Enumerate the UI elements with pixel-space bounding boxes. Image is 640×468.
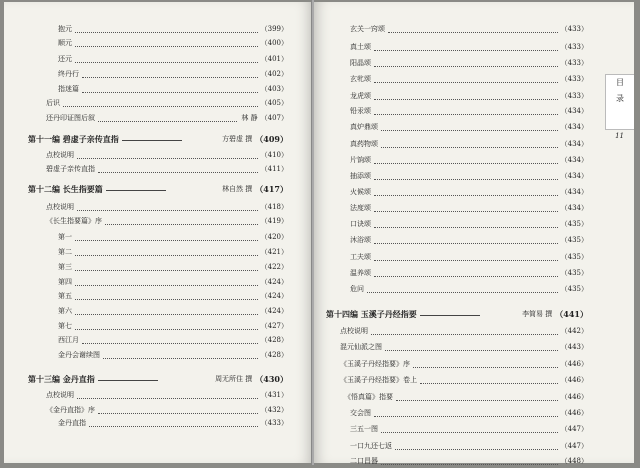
toc-entry bbox=[350, 233, 588, 247]
entry-title: 后识 bbox=[46, 99, 60, 107]
leader-dots bbox=[98, 107, 237, 122]
leader-dots bbox=[374, 402, 558, 417]
entry-title: 火候颂 bbox=[350, 188, 371, 196]
page-number: （424） bbox=[260, 278, 288, 286]
page-number: （435） bbox=[560, 285, 588, 293]
entry-title: 口诀颂 bbox=[350, 220, 371, 228]
entry-title: 《玉溪子丹经指要》序 bbox=[340, 360, 410, 368]
section-heading bbox=[326, 307, 588, 321]
tab-label-bottom: 录 bbox=[616, 94, 624, 103]
entry-title: 《长生指要篇》序 bbox=[46, 217, 102, 225]
page-number: （433） bbox=[260, 419, 288, 427]
entry-title: 三五一图 bbox=[350, 425, 378, 433]
leader-dots bbox=[374, 213, 558, 228]
entry-title: 第五 bbox=[58, 292, 72, 300]
toc-entry bbox=[340, 340, 588, 354]
entry-title: 指迷篇 bbox=[58, 85, 79, 93]
page-number: （411） bbox=[260, 165, 288, 173]
page-number: （434） bbox=[560, 204, 588, 212]
author: 周无所住 撰 bbox=[215, 375, 253, 383]
toc-entry bbox=[350, 282, 588, 296]
entry-title: 阳晶颂 bbox=[350, 59, 371, 67]
entry-title: 第四 bbox=[58, 278, 72, 286]
leader-dots bbox=[374, 149, 558, 164]
entry-title: 危问 bbox=[350, 285, 364, 293]
page-number: （443） bbox=[560, 343, 588, 351]
leader-dots bbox=[75, 271, 258, 286]
leader-dots bbox=[381, 133, 558, 148]
entry-title: 第二 bbox=[58, 248, 72, 256]
page-number: （433） bbox=[560, 75, 588, 83]
entry-title: 还元 bbox=[58, 55, 72, 63]
section-tab bbox=[605, 74, 634, 130]
entry-title: 点校说明 bbox=[340, 327, 368, 335]
entry-title: 《悟真篇》指要 bbox=[344, 393, 393, 401]
leader-dots bbox=[396, 386, 558, 401]
page-number: （433） bbox=[560, 25, 588, 33]
entry-title: 碧虚子亲传直指 bbox=[46, 165, 95, 173]
entry-title: 《金丹直指》序 bbox=[46, 406, 95, 414]
title-rule bbox=[420, 301, 480, 316]
page-number: （433） bbox=[560, 92, 588, 100]
section-title: 第十三编 金丹直指 bbox=[28, 374, 95, 384]
entry-title: 铅汞颂 bbox=[350, 107, 371, 115]
entry-title: 《玉溪子丹经指要》卷上 bbox=[340, 376, 417, 384]
page-number: （434） bbox=[560, 188, 588, 196]
page-number: （428） bbox=[260, 351, 288, 359]
leader-dots bbox=[77, 144, 258, 159]
page-number: （446） bbox=[560, 409, 588, 417]
entry-title: 还丹印证图后叙 bbox=[46, 114, 95, 122]
toc-entry bbox=[46, 162, 288, 176]
leader-dots bbox=[75, 315, 258, 330]
page-number: （402） bbox=[260, 70, 288, 78]
leader-dots bbox=[374, 197, 558, 212]
author: 林自然 撰 bbox=[222, 185, 253, 193]
leader-dots bbox=[82, 78, 258, 93]
leader-dots bbox=[374, 68, 558, 83]
section-title: 第十一编 碧虚子亲传直指 bbox=[28, 134, 119, 144]
leader-dots bbox=[374, 100, 558, 115]
toc-entry bbox=[350, 22, 588, 36]
page-number: （446） bbox=[560, 393, 588, 401]
entry-title: 第三 bbox=[58, 263, 72, 271]
page-number: （405） bbox=[260, 99, 288, 107]
leader-dots bbox=[63, 92, 258, 107]
page-number: （447） bbox=[560, 442, 588, 450]
page-number: （428） bbox=[260, 336, 288, 344]
toc-entry bbox=[350, 120, 588, 134]
entry-title: 温养颂 bbox=[350, 269, 371, 277]
page-number: （418） bbox=[260, 203, 288, 211]
leader-dots bbox=[105, 210, 258, 225]
leader-dots bbox=[98, 158, 258, 173]
entry-title: 玄关一窍颂 bbox=[350, 25, 385, 33]
page-number: （434） bbox=[560, 172, 588, 180]
page-number: （421） bbox=[260, 248, 288, 256]
entry-title: 玄牝颂 bbox=[350, 75, 371, 83]
leader-dots bbox=[75, 285, 258, 300]
leader-dots bbox=[82, 329, 258, 344]
toc-entry bbox=[46, 111, 288, 125]
leader-dots bbox=[420, 369, 558, 384]
section-heading bbox=[28, 182, 288, 196]
toc-entry bbox=[58, 416, 288, 430]
entry-title: 第七 bbox=[58, 322, 72, 330]
author: 方碧虚 撰 bbox=[222, 135, 253, 143]
page-number: （434） bbox=[560, 107, 588, 115]
page-number: （409） bbox=[255, 134, 288, 144]
entry-title: 一口九还七返 bbox=[350, 442, 392, 450]
leader-dots bbox=[103, 344, 258, 359]
page-number: （434） bbox=[560, 156, 588, 164]
leader-dots bbox=[75, 226, 258, 241]
toc-entry bbox=[350, 72, 588, 86]
leader-dots bbox=[82, 63, 258, 78]
page-number: （419） bbox=[260, 217, 288, 225]
page-number: （410） bbox=[260, 151, 288, 159]
leader-dots bbox=[75, 48, 258, 63]
entry-title: 点校说明 bbox=[46, 151, 74, 159]
toc-entry bbox=[350, 454, 588, 468]
tab-label-top: 目 bbox=[616, 78, 624, 87]
entry-title: 第一 bbox=[58, 233, 72, 241]
entry-title: 真炉鼎颂 bbox=[350, 123, 378, 131]
page-number: （401） bbox=[260, 55, 288, 63]
page-number: （424） bbox=[260, 307, 288, 315]
page-number: （433） bbox=[560, 59, 588, 67]
leader-dots bbox=[75, 32, 258, 47]
page-number: （435） bbox=[560, 253, 588, 261]
leader-dots bbox=[395, 435, 558, 450]
page-number: （424） bbox=[260, 292, 288, 300]
section-title: 第十二编 长生指要篇 bbox=[28, 184, 103, 194]
page-number: （434） bbox=[560, 123, 588, 131]
leader-dots bbox=[381, 418, 558, 433]
entry-title: 法度颂 bbox=[350, 204, 371, 212]
leader-dots bbox=[388, 18, 558, 33]
page-number: （417） bbox=[255, 184, 288, 194]
leader-dots bbox=[374, 36, 558, 51]
leader-dots bbox=[367, 278, 558, 293]
leader-dots bbox=[89, 412, 258, 427]
page-number: （422） bbox=[260, 263, 288, 271]
page-number: （434） bbox=[560, 140, 588, 148]
author: 李简易 撰 bbox=[522, 310, 553, 318]
entry-title: 顺元 bbox=[58, 39, 72, 47]
leader-dots bbox=[374, 181, 558, 196]
leader-dots bbox=[374, 165, 558, 180]
leader-dots bbox=[75, 241, 258, 256]
leader-dots bbox=[75, 18, 258, 33]
entry-title: 交会图 bbox=[350, 409, 371, 417]
page-number: （448） bbox=[560, 457, 588, 465]
page-number: （432） bbox=[260, 406, 288, 414]
entry-title: 抽添颂 bbox=[350, 172, 371, 180]
entry-title: 点校说明 bbox=[46, 203, 74, 211]
page-number: （442） bbox=[560, 327, 588, 335]
entry-title: 真药物颂 bbox=[350, 140, 378, 148]
page-number: （435） bbox=[560, 220, 588, 228]
entry-title: 沐浴颂 bbox=[350, 236, 371, 244]
page-number: （431） bbox=[260, 391, 288, 399]
title-rule bbox=[98, 366, 158, 381]
entry-title: 西江月 bbox=[58, 336, 79, 344]
page-number: （446） bbox=[560, 376, 588, 384]
leader-dots bbox=[374, 246, 558, 261]
section-title: 第十四编 玉溪子丹经指要 bbox=[326, 309, 417, 319]
leader-dots bbox=[374, 229, 558, 244]
entry-title: 工夫颂 bbox=[350, 253, 371, 261]
leader-dots bbox=[75, 256, 258, 271]
entry-title: 抱元 bbox=[58, 25, 72, 33]
leader-dots bbox=[371, 320, 558, 335]
toc-entry bbox=[340, 373, 588, 387]
toc-entry bbox=[58, 348, 288, 362]
page-number: （427） bbox=[260, 322, 288, 330]
page-number: （441） bbox=[555, 309, 588, 319]
page-number: （430） bbox=[255, 374, 288, 384]
page-number: （399） bbox=[260, 25, 288, 33]
leader-dots bbox=[77, 196, 258, 211]
page-number: （433） bbox=[560, 43, 588, 51]
leader-dots bbox=[374, 85, 558, 100]
leader-dots bbox=[385, 336, 558, 351]
entry-title: 第六 bbox=[58, 307, 72, 315]
page-number: （403） bbox=[260, 85, 288, 93]
page-number: （446） bbox=[560, 360, 588, 368]
leader-dots bbox=[413, 353, 558, 368]
page-number: （400） bbox=[260, 39, 288, 47]
leader-dots bbox=[374, 262, 558, 277]
page-number: （420） bbox=[260, 233, 288, 241]
leader-dots bbox=[374, 52, 558, 67]
entry-title: 点校说明 bbox=[46, 391, 74, 399]
page-number: （435） bbox=[560, 269, 588, 277]
entry-title: 龙虎颂 bbox=[350, 92, 371, 100]
author: 林 静 bbox=[241, 114, 258, 122]
page-folio: 11 bbox=[615, 132, 624, 140]
entry-title: 片饷颂 bbox=[350, 156, 371, 164]
entry-title: 金丹会谢续图 bbox=[58, 351, 100, 359]
page-number: （435） bbox=[560, 236, 588, 244]
toc-entry bbox=[350, 422, 588, 436]
entry-title: 终丹行 bbox=[58, 70, 79, 78]
entry-title: 二口昌器 bbox=[350, 457, 378, 465]
leader-dots bbox=[381, 116, 558, 131]
leader-dots bbox=[77, 384, 258, 399]
leader-dots bbox=[381, 450, 558, 465]
entry-title: 混元仙派之图 bbox=[340, 343, 382, 351]
entry-title: 真土颂 bbox=[350, 43, 371, 51]
page-number: （407） bbox=[260, 114, 288, 122]
leader-dots bbox=[75, 300, 258, 315]
title-rule bbox=[122, 126, 182, 141]
title-rule bbox=[106, 176, 166, 191]
entry-title: 金丹直指 bbox=[58, 419, 86, 427]
page-number: （447） bbox=[560, 425, 588, 433]
